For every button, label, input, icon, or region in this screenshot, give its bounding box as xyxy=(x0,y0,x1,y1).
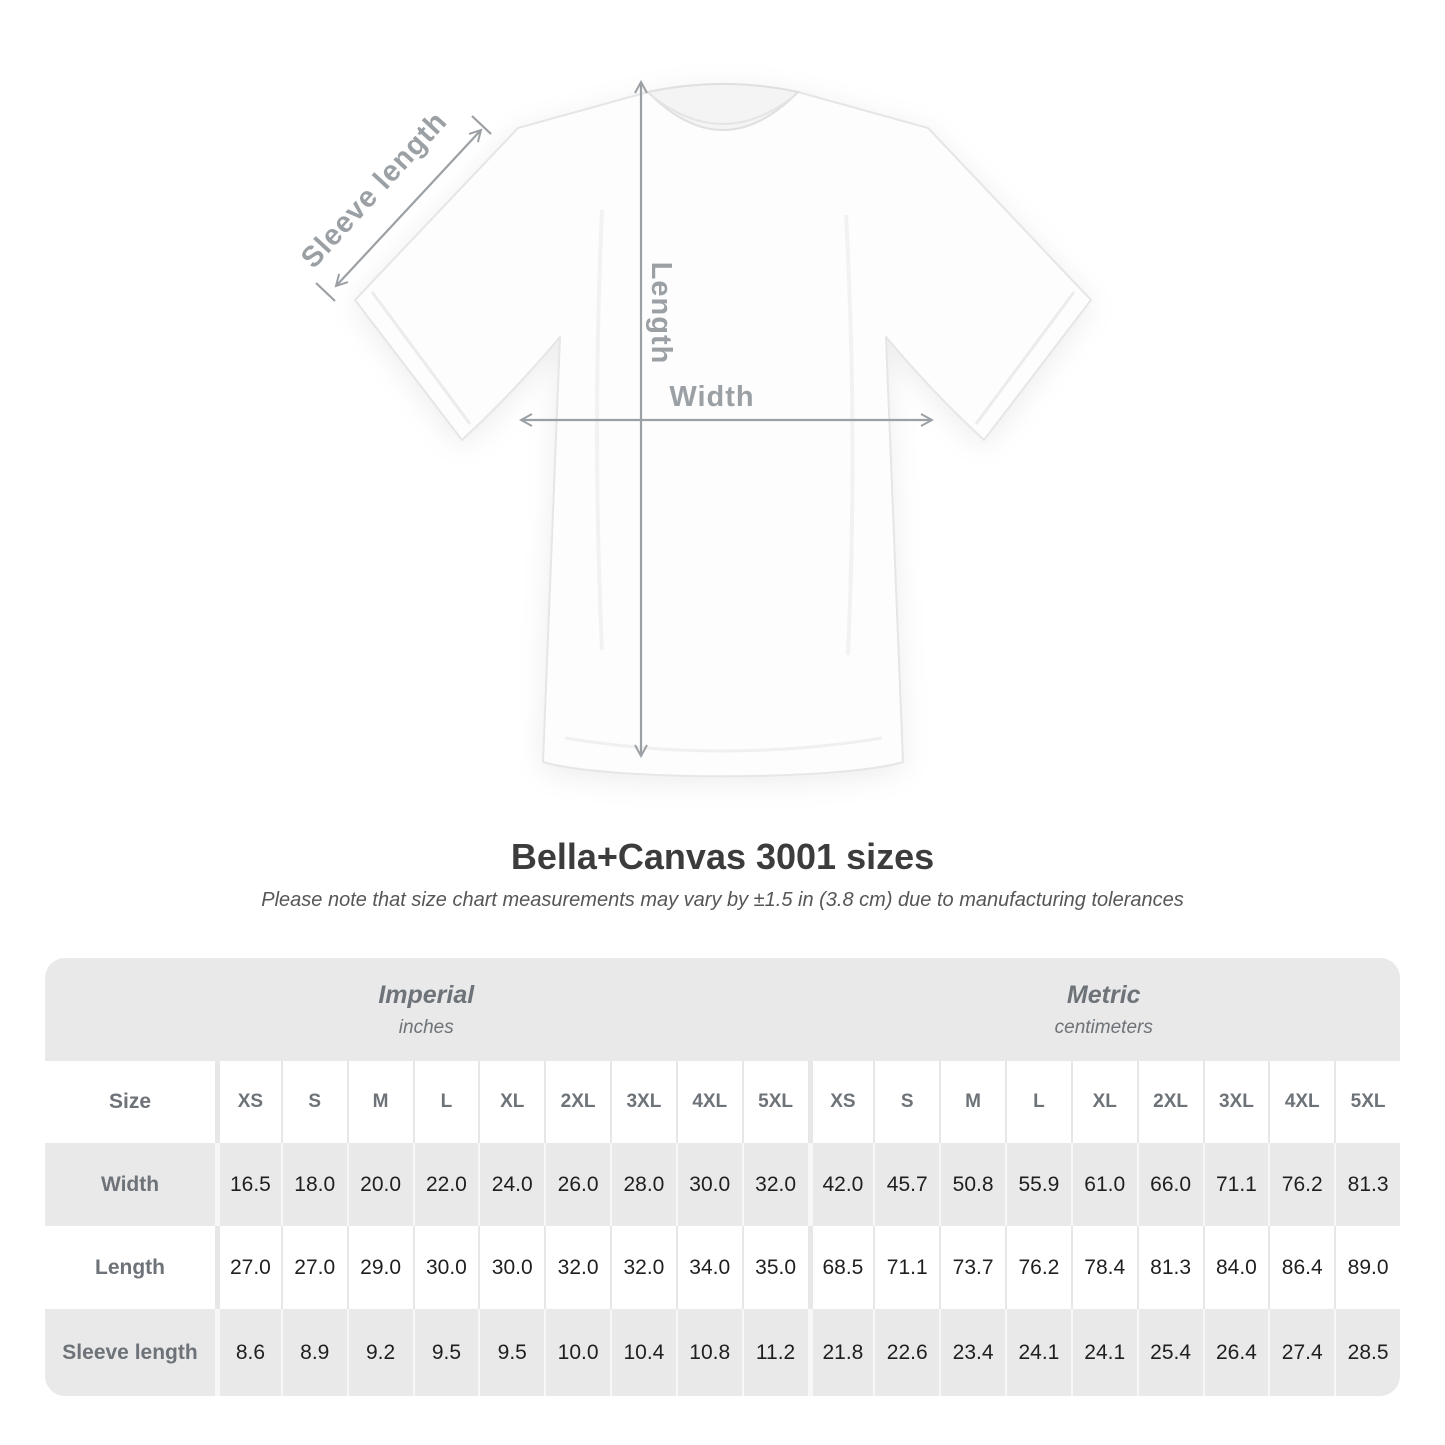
size-header-cell: 5XL xyxy=(1334,1061,1400,1143)
length-label: Length xyxy=(645,261,677,365)
size-header-cell: L xyxy=(1005,1061,1071,1143)
value-cell: 8.6 xyxy=(215,1309,281,1396)
value-cell: 71.1 xyxy=(1203,1143,1269,1226)
size-header-cell: XS xyxy=(215,1061,281,1143)
value-cell: 23.4 xyxy=(939,1309,1005,1396)
value-cell: 86.4 xyxy=(1268,1226,1334,1309)
size-header-cell: S xyxy=(281,1061,347,1143)
value-cell: 32.0 xyxy=(742,1143,808,1226)
value-cell: 28.0 xyxy=(610,1143,676,1226)
value-cell: 10.4 xyxy=(610,1309,676,1396)
value-cell: 27.0 xyxy=(215,1226,281,1309)
value-cell: 21.8 xyxy=(808,1309,874,1396)
imperial-title: Imperial xyxy=(378,980,475,1009)
value-cell: 20.0 xyxy=(347,1143,413,1226)
value-cell: 30.0 xyxy=(413,1226,479,1309)
value-cell: 9.5 xyxy=(478,1309,544,1396)
value-cell: 26.4 xyxy=(1203,1309,1269,1396)
value-cell: 8.9 xyxy=(281,1309,347,1396)
metric-title: Metric xyxy=(1066,980,1141,1009)
value-cell: 30.0 xyxy=(478,1226,544,1309)
size-header-cell: XL xyxy=(1071,1061,1137,1143)
size-header-cell: 3XL xyxy=(610,1061,676,1143)
value-cell: 71.1 xyxy=(873,1226,939,1309)
value-cell: 24.1 xyxy=(1005,1309,1071,1396)
page-title: Bella+Canvas 3001 sizes xyxy=(510,836,935,877)
value-cell: 25.4 xyxy=(1137,1309,1203,1396)
size-header-cell: L xyxy=(413,1061,479,1143)
value-cell: 84.0 xyxy=(1203,1226,1269,1309)
value-cell: 10.8 xyxy=(676,1309,742,1396)
value-cell: 9.2 xyxy=(347,1309,413,1396)
size-header-cell: 2XL xyxy=(544,1061,610,1143)
value-cell: 32.0 xyxy=(610,1226,676,1309)
value-cell: 26.0 xyxy=(544,1143,610,1226)
row-label: Length xyxy=(45,1226,215,1309)
value-cell: 66.0 xyxy=(1137,1143,1203,1226)
size-header-cell: M xyxy=(347,1061,413,1143)
value-cell: 45.7 xyxy=(873,1143,939,1226)
row-label: Width xyxy=(45,1143,215,1226)
value-cell: 24.0 xyxy=(478,1143,544,1226)
value-cell: 27.4 xyxy=(1268,1309,1334,1396)
value-cell: 68.5 xyxy=(808,1226,874,1309)
value-cell: 78.4 xyxy=(1071,1226,1137,1309)
value-cell: 29.0 xyxy=(347,1226,413,1309)
size-header-cell: 2XL xyxy=(1137,1061,1203,1143)
value-cell: 34.0 xyxy=(676,1226,742,1309)
value-cell: 76.2 xyxy=(1268,1143,1334,1226)
width-label: Width xyxy=(669,381,755,413)
value-cell: 9.5 xyxy=(413,1309,479,1396)
value-cell: 22.6 xyxy=(873,1309,939,1396)
value-cell: 50.8 xyxy=(939,1143,1005,1226)
size-column-header: Size xyxy=(45,1061,215,1143)
tolerance-note: Please note that size chart measurements may vary by ±1.5 in (3.8 cm) due to manufacturing tolerances xyxy=(261,889,1184,912)
value-cell: 16.5 xyxy=(215,1143,281,1226)
size-header-cell: 5XL xyxy=(742,1061,808,1143)
tshirt-graphic xyxy=(355,84,1091,776)
value-cell: 28.5 xyxy=(1334,1309,1400,1396)
value-cell: 18.0 xyxy=(281,1143,347,1226)
size-header-cell: 4XL xyxy=(1268,1061,1334,1143)
size-header-cell: XS xyxy=(808,1061,874,1143)
size-header-cell: XL xyxy=(478,1061,544,1143)
value-cell: 61.0 xyxy=(1071,1143,1137,1226)
value-cell: 11.2 xyxy=(742,1309,808,1396)
value-cell: 81.3 xyxy=(1137,1226,1203,1309)
value-cell: 32.0 xyxy=(544,1226,610,1309)
value-cell: 10.0 xyxy=(544,1309,610,1396)
value-cell: 35.0 xyxy=(742,1226,808,1309)
value-cell: 24.1 xyxy=(1071,1309,1137,1396)
value-cell: 76.2 xyxy=(1005,1226,1071,1309)
metric-header xyxy=(808,958,1401,1061)
value-cell: 55.9 xyxy=(1005,1143,1071,1226)
size-header-cell: 3XL xyxy=(1203,1061,1269,1143)
size-header-cell: 4XL xyxy=(676,1061,742,1143)
metric-unit: centimeters xyxy=(1054,1016,1153,1038)
value-cell: 27.0 xyxy=(281,1226,347,1309)
value-cell: 30.0 xyxy=(676,1143,742,1226)
imperial-unit: inches xyxy=(398,1016,454,1038)
value-cell: 73.7 xyxy=(939,1226,1005,1309)
imperial-header xyxy=(45,958,808,1061)
sleeve-length-label: Sleeve length xyxy=(295,105,454,275)
value-cell: 42.0 xyxy=(808,1143,874,1226)
value-cell: 22.0 xyxy=(413,1143,479,1226)
size-header-cell: M xyxy=(939,1061,1005,1143)
size-chart-table xyxy=(45,958,1400,1396)
row-label: Sleeve length xyxy=(45,1309,215,1396)
size-header-cell: S xyxy=(873,1061,939,1143)
value-cell: 89.0 xyxy=(1334,1226,1400,1309)
value-cell: 81.3 xyxy=(1334,1143,1400,1226)
